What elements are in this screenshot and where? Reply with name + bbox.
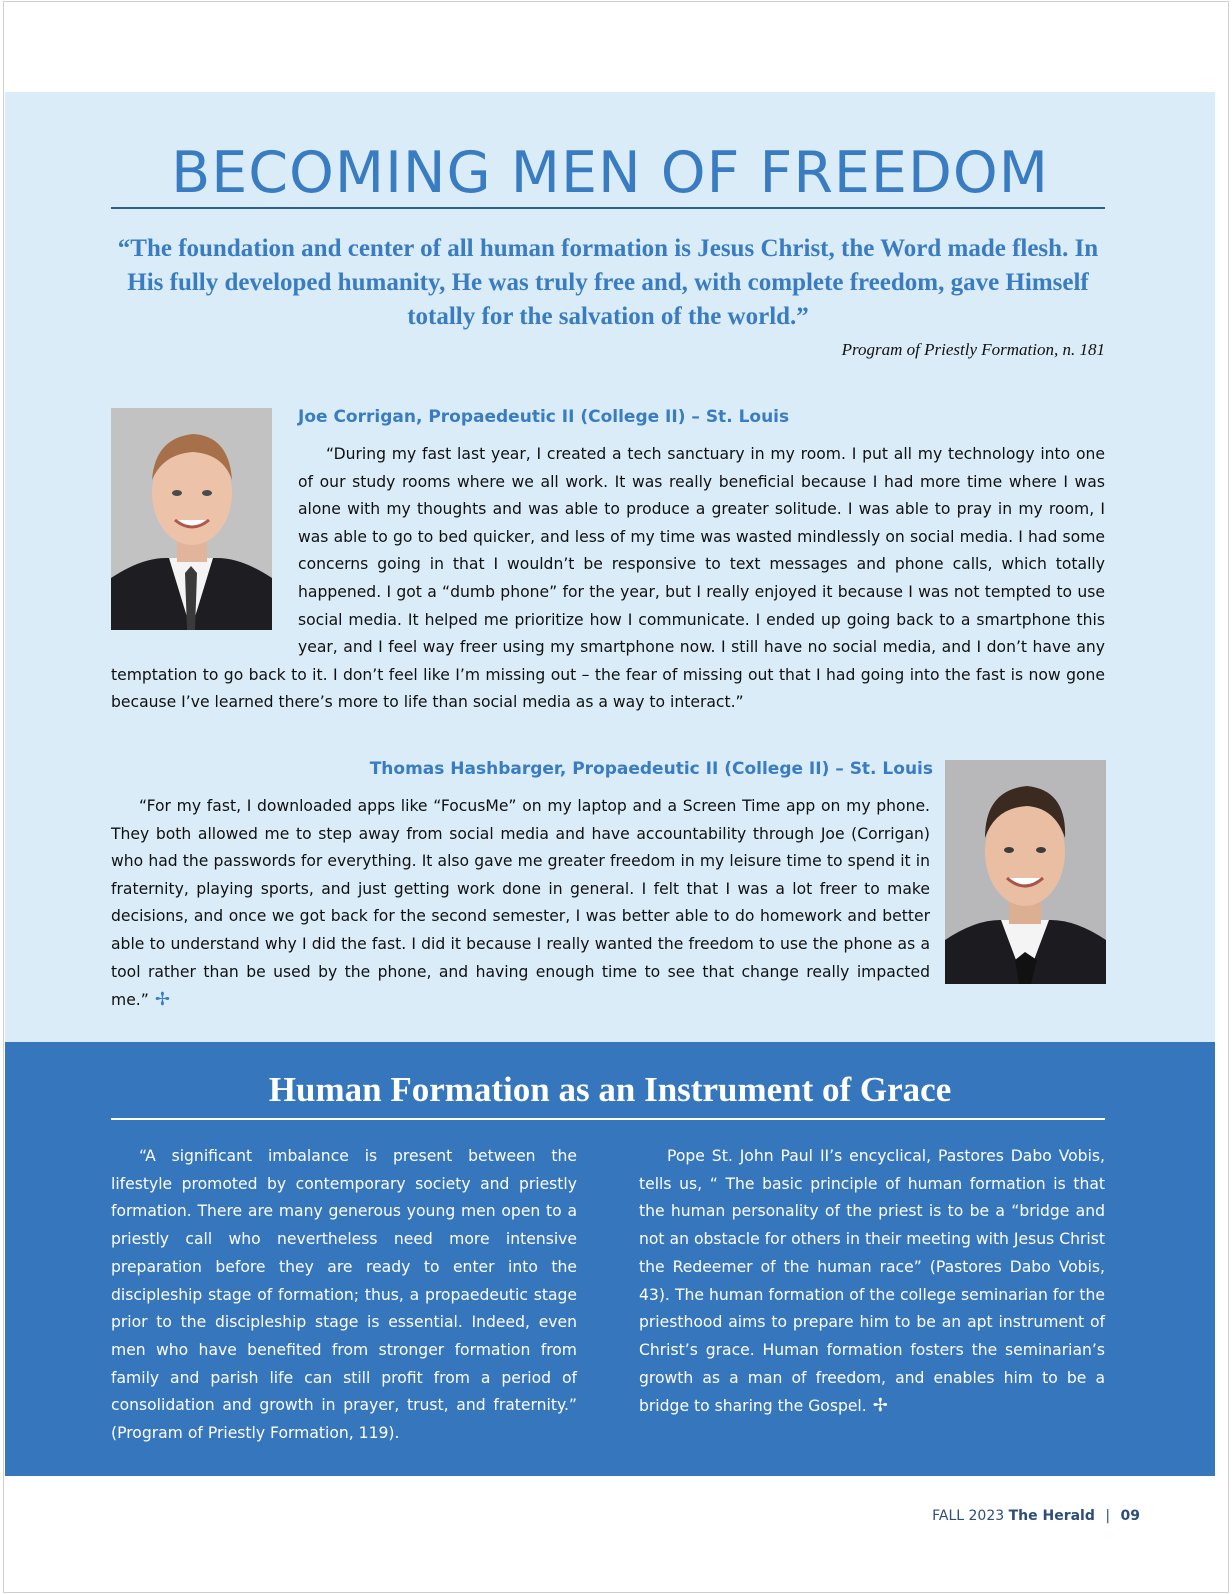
formation-column-left: “A significant imbalance is present between the lifestyle promoted by contemporary society and priestly formation. There are many generous young men open to a priestly call who nevertheless need more intensive preparation before they are ready to enter into the discipleship stage of formation; thus, a propaedeutic stage prior to the discipleship stage is essential. Indeed, even men who have benefited from stronger formation from family and parish life can still profit from a period of consolidation and growth in prayer, trust, and fraternity.” (Program of Priestly Formation, 119). [111,1147,577,1443]
end-cross-icon: ✢ [154,989,170,1011]
formation-section [5,1042,1215,1476]
testimony-thomas-hashbarger [111,793,930,1015]
testimony-text: “For my fast, I downloaded apps like “FocusMe” on my laptop and a Screen Time app on my phone. They both allowed me to step away from social media and have accountability through Joe (Corrigan) who had the passwords for everything. It also gave me greater freedom in my leisure time to spend it in fraternity, playing sports, and just getting work done in general. I felt that I was a lot freer to make decisions, and once we got back for the second semester, I was better able to do homework and better able to understand why I did the fast. I did it because I really wanted the freedom to use the phone as a tool rather than be used by the phone, and having enough time to see that change really impacted me.” [111,797,930,1010]
testimony-text: “During my fast last year, I created a tech sanctuary in my room. I put all my technology into one of our study rooms where we all work. It was really beneficial because I had more time where I was alone with my thoughts and was able to produce a greater solitude. I was able to pray in my room, I was able to go to bed quicker, and less of my time was wasted mindlessly on social media. I had some concerns going in that I wouldn’t be responsive to text messages and phone calls, which totally happened. I got a “dumb phone” for the year, but I really enjoyed it because I was not tempted to use social media. It helped me prioritize how I communicate. I ended up going back to a smartphone this year, and I feel way freer using my smartphone now. I still have no social media, and I don’t have any temptation to go back to it. I don’t feel like I’m missing out – the fear of missing out that I had going into the fast is now gone because I’ve learned there’s more to life than social media as a way to interact.” [111,445,1105,712]
end-cross-icon: ✢ [872,1395,888,1417]
photo-wrap-spacer [111,441,298,641]
page-footer [932,1508,1140,1524]
pull-quote: “The foundation and center of all human formation is Jesus Christ, the Word made flesh. In His fully developed humanity, He was truly free and, with complete freedom, gave Himself totally for the salvation of the world.” [117,235,1099,330]
byline-thomas-hashbarger: Thomas Hashbarger, Propaedeutic II (College II) – St. Louis [369,759,933,779]
feature-section [5,92,1215,1042]
page-title: BECOMING MEN OF FREEDOM [171,140,1049,206]
formation-column-right-text: Pope St. John Paul II’s encyclical, Pastores Dabo Vobis, tells us, “ The basic principle of human formation is that the human personality of the priest is to be a “bridge and not an obstacle for others in their meeting with Jesus Christ the Redeemer of the human race” (Pastores Dabo Vobis, 43). The human formation of the college seminarian for the priesthood aims to prepare him to be an apt instrument of Christ’s grace. Human formation fosters the seminarian’s growth as a man of freedom, and enables him to be a bridge to sharing the Gospel. [639,1147,1105,1416]
testimony-joe-corrigan [111,441,1105,717]
section-title: Human Formation as an Instrument of Grace [268,1070,952,1109]
portrait-photo-thomas [945,760,1106,984]
footer-season: FALL 2023 [932,1508,1005,1524]
formation-column-right [639,1143,1105,1421]
footer-publication: The Herald [1008,1508,1095,1524]
page-number: 09 [1120,1508,1140,1524]
section-divider [111,1118,1105,1120]
magazine-page [3,1,1229,1593]
pull-quote-source: Program of Priestly Formation, n. 181 [841,340,1105,359]
footer-separator: | [1105,1508,1111,1524]
byline-joe-corrigan: Joe Corrigan, Propaedeutic II (College II) – St. Louis [298,407,790,427]
title-divider [111,207,1105,209]
